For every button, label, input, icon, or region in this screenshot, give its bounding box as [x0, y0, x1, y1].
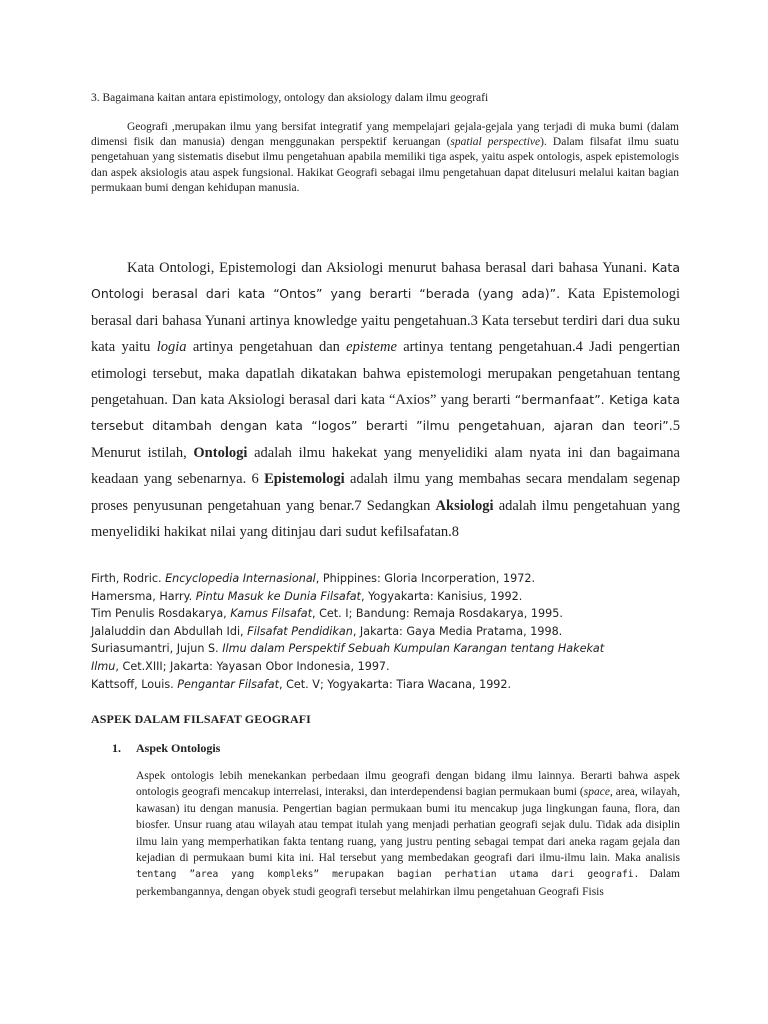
- etymology-text-3: Kata Epistemologi berasal dari bahasa Yunani artinya knowledge yaitu pengetahuan.3 Kata tersebut terdiri dari dua suku kata yaitu: [91, 286, 680, 356]
- aspect-heading: [112, 741, 220, 756]
- reference-author: Jalaluddin dan Abdullah Idi,: [91, 624, 248, 638]
- term-logia: logia: [156, 339, 187, 356]
- intro-text-1: Geografi ,merupakan ilmu yang bersifat integratif yang mempelajari gejala-gejala yang terjadi di muka bumi (dalam dimensi fisik dan manusia) dengan menggunakan perspektif keruangan (: [91, 121, 679, 149]
- etymology-logos-sentence: “bermanfaat”. Ketiga kata tersebut ditambah dengan kata “logos” berarti ”ilmu pengetahuan, ajaran dan teori”.: [91, 392, 680, 434]
- reference-item: [91, 676, 691, 694]
- question-heading: 3. Bagaimana kaitan antara epistimology, ontology dan aksiology dalam ilmu geografi: [91, 92, 489, 104]
- etymology-text-7: 5 Menurut istilah,: [91, 418, 680, 461]
- reference-publisher: , Cet. I; Bandung: Remaja Rosdakarya, 1995.: [311, 607, 563, 621]
- etymology-text-10: adalah ilmu pengetahuan yang menyelidiki hakikat nilai yang ditinjau dari sudut kefilsafatan.8: [91, 497, 680, 541]
- term-epistemologi: Epistemologi: [264, 471, 345, 488]
- reference-item: [91, 605, 691, 623]
- reference-item-continued: [91, 658, 691, 676]
- reference-publisher: , Jakarta: Gaya Media Pratama, 1998.: [352, 624, 563, 638]
- term-episteme: episteme: [346, 339, 397, 356]
- etymology-text-8: adalah ilmu hakekat yang menyelidiki alam nyata ini dan bagaimana keadaan yang sebenarnya. 6: [91, 444, 680, 488]
- reference-title: Pintu Masuk ke Dunia Filsafat: [195, 589, 361, 603]
- aspect-text-4: Dalam perkembangannya, dengan obyek studi geografi tersebut melahirkan ilmu pengetahuan Geografi Fisis: [136, 868, 680, 898]
- reference-title: Kamus Filsafat: [230, 607, 312, 621]
- etymology-text-4: artinya pengetahuan dan: [186, 339, 347, 356]
- reference-publisher: , Cet.XIII; Jakarta: Yayasan Obor Indonesia, 1997.: [115, 659, 390, 673]
- aspect-title: Aspek Ontologis: [136, 741, 221, 755]
- reference-item: [91, 588, 691, 606]
- reference-title: Filsafat Pendidikan: [247, 624, 353, 638]
- reference-title: Ilmu dalam Perspektif Sebuah Kumpulan Karangan tentang Hakekat: [222, 642, 605, 656]
- etymology-ontos-sentence: Kata Ontologi berasal dari kata “Ontos” yang berarti “berada (yang ada)”.: [91, 260, 680, 302]
- reference-list: [91, 570, 691, 693]
- reference-author: Firth, Rodric.: [91, 572, 166, 585]
- etymology-text-1: Kata Ontologi, Epistemologi dan Aksiologi menurut bahasa berasal dari bahasa Yunani.: [127, 260, 652, 276]
- term-aksiologi: Aksiologi: [435, 497, 494, 514]
- intro-text-2: ). Dalam filsafat ilmu suatu pengetahuan yang sistematis disebut ilmu pengetahuan apabila memiliki tiga aspek, yaitu aspek ontologis, aspek epistemologis dan aspek aksiologis atau aspek fungsional. Hakikat Geografi sebagai ilmu pengetahuan dapat ditelusuri melalui kaitan bagian permukaan bumi dengan kehidupan manusia.: [91, 136, 679, 194]
- reference-title: Encyclopedia Internasional: [165, 572, 316, 585]
- reference-title: Ilmu: [91, 659, 116, 673]
- section-title: ASPEK DALAM FILSAFAT GEOGRAFI: [91, 712, 311, 726]
- reference-author: Suriasumantri, Jujun S.: [91, 642, 223, 656]
- reference-publisher: , Phippines: Gloria Incorperation, 1972.: [315, 572, 536, 585]
- reference-author: Kattsoff, Louis.: [91, 677, 178, 691]
- reference-title: Pengantar Filsafat: [177, 677, 279, 691]
- etymology-text-9: adalah ilmu yang membahas secara mendalam segenap proses penyusunan pengetahuan yang benar.7 Sedangkan: [91, 471, 680, 514]
- etymology-text-5: artinya tentang pengetahuan.4 Jadi pengertian etimologi tersebut, maka dapatlah dikatakan bahwa epistemologi merupakan pengetahuan tentang pengetahuan. Dan kata Aksiologi berasal dari kata “Axios” yang berarti: [91, 339, 680, 409]
- aspect-ontologis-paragraph: [136, 768, 680, 900]
- reference-item: [91, 570, 691, 588]
- intro-italic-term: spatial perspective: [450, 136, 541, 149]
- etymology-paragraph: [91, 255, 680, 545]
- reference-author: Hamersma, Harry.: [91, 589, 196, 603]
- aspect-area-sentence: tentang ”area yang kompleks” merupakan bagian perhatian utama dari geografi.: [136, 869, 640, 881]
- reference-item: [91, 640, 691, 658]
- aspect-text-1: Aspek ontologis lebih menekankan perbedaan ilmu geografi dengan bidang ilmu lainnya. Berarti bahwa aspek ontologis geografi mencakup interrelasi, interaksi, dan interdependensi bagian permukaan bumi (: [136, 770, 680, 799]
- reference-publisher: , Cet. V; Yogyakarta: Tiara Wacana, 1992.: [278, 677, 512, 691]
- reference-author: Tim Penulis Rosdakarya,: [91, 607, 231, 621]
- reference-publisher: , Yogyakarta: Kanisius, 1992.: [360, 589, 523, 603]
- aspect-number: 1.: [112, 741, 121, 755]
- aspect-text-2: , area, wilayah, kawasan) itu dengan manusia. Pengertian bagian permukaan bumi itu mencakup juga lingkungan fauna, flora, dan biosfer. Unsur ruang atau wilayah atau tempat itulah yang menjadi perhatian geografi sejak dulu. Tidak ada disiplin ilmu lain yang memperhatikan fakta tentang ruang, yang justru penting sebagai tempat dari aneka ragam gejala dan kejadian di permukaan bumi kita ini. Hal tersebut yang membedakan geografi dari ilmu-ilmu lain. Maka analisis: [136, 786, 680, 865]
- term-ontologi: Ontologi: [193, 444, 248, 461]
- reference-item: [91, 623, 691, 641]
- term-space: space: [583, 786, 610, 799]
- intro-paragraph: [91, 120, 679, 196]
